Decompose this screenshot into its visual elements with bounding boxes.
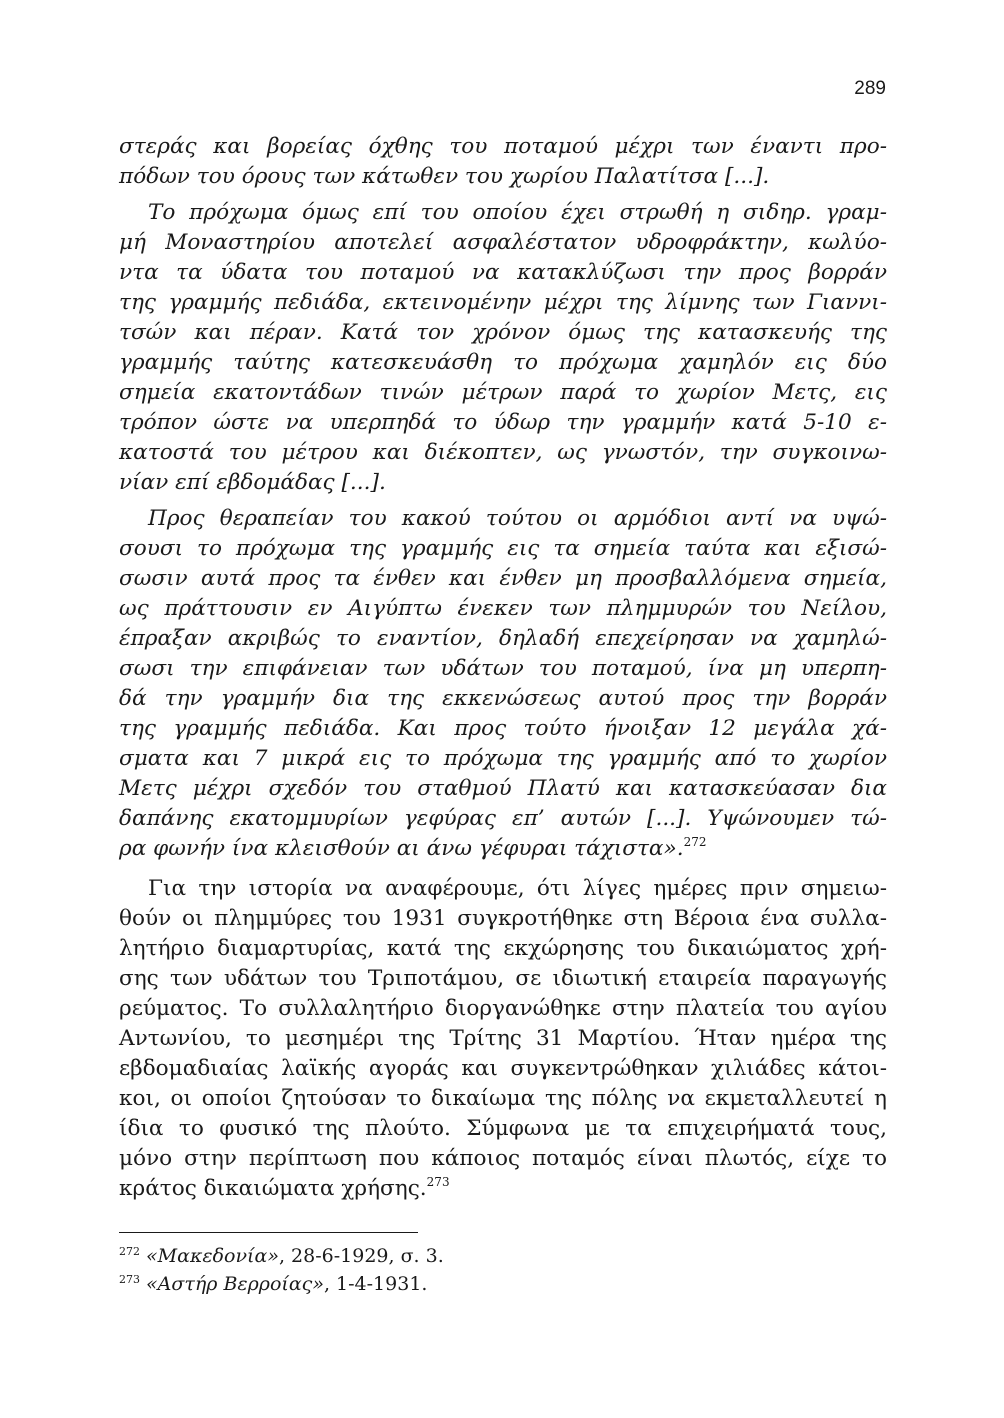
text-line: Για την ιστορία να αναφέρουμε, ότι λίγες ημέρες πριν σημειω- xyxy=(148,876,887,901)
text-line: κατοστά του μέτρου και διέκοπτεν, ως γνωστόν, την συγκοινω- xyxy=(119,440,887,465)
footnote-number: 273 xyxy=(119,1273,140,1286)
quote-paragraph-1 xyxy=(119,132,887,192)
text-line: σης των υδάτων του Τριποτάμου, σε ιδιωτική εταιρεία παραγωγής xyxy=(119,966,887,991)
text-line: σωσι την επιφάνειαν των υδάτων του ποταμού, ίνα μη υπερπη- xyxy=(119,656,887,681)
text-line: πόδων του όρους των κάτωθεν του χωρίου Παλατίτσα [...]. xyxy=(119,164,770,189)
text-line: γραμμής ταύτης κατεσκευάσθη το πρόχωμα χαμηλόν εις δύο xyxy=(119,350,887,375)
quote-paragraph-3 xyxy=(119,504,887,864)
footnote-source: «Αστήρ Βερροίας» xyxy=(146,1273,324,1295)
text-line: τρόπον ώστε να υπερπηδά το ύδωρ την γραμμήν κατά 5-10 ε- xyxy=(119,410,887,435)
footnote-details: , 28-6-1929, σ. 3. xyxy=(278,1245,444,1267)
footnote-details: , 1-4-1931. xyxy=(323,1273,428,1295)
text-line: μή Μοναστηρίου αποτελεί ασφαλέστατον υδροφράκτην, κωλύο- xyxy=(119,230,887,255)
text-line: Μετς μέχρι σχεδόν του σταθμού Πλατύ και κατασκεύασαν δια xyxy=(119,776,887,801)
footnote-reference[interactable]: 272 xyxy=(683,835,707,849)
text-line: δά την γραμμήν δια της εκκενώσεως αυτού προς την βορράν xyxy=(119,686,887,711)
text-line: της γραμμής πεδιάδα. Και προς τούτο ήνοιξαν 12 μεγάλα χά- xyxy=(119,716,887,741)
text-line: σουσι το πρόχωμα της γραμμής εις τα σημεία ταύτα και εξισώ- xyxy=(119,536,887,561)
footnote-number: 272 xyxy=(119,1245,140,1258)
text-line: της γραμμής πεδιάδα, εκτεινομένην μέχρι της λίμνης των Γιαννι- xyxy=(119,290,887,315)
text-line: ντα τα ύδατα του ποταμού να κατακλύζωσι την προς βορράν xyxy=(119,260,887,285)
text-line: σωσιν αυτά προς τα ένθεν και ένθεν μη προσβαλλόμενα σημεία, xyxy=(119,566,887,591)
quote-paragraph-2 xyxy=(119,198,887,498)
body-paragraph xyxy=(119,874,887,1204)
text-line: στεράς και βορείας όχθης του ποταμού μέχρι των έναντι προ- xyxy=(119,134,887,159)
text-line: σματα και 7 μικρά εις το πρόχωμα της γραμμής από το χωρίον xyxy=(119,746,887,771)
text-line: νίαν επί εβδομάδας [...]. xyxy=(119,470,386,495)
footnote-source: «Μακεδονία» xyxy=(146,1245,279,1267)
footnote-272 xyxy=(119,1244,444,1268)
text-line: έπραξαν ακριβώς το εναντίον, δηλαδή επεχείρησαν να χαμηλώ- xyxy=(119,626,887,651)
text-line: κοι, οι οποίοι ζητούσαν το δικαίωμα της πόλης να εκμεταλλευτεί η xyxy=(119,1086,887,1111)
text-line: λητήριο διαμαρτυρίας, κατά της εκχώρησης του δικαιώματος χρή- xyxy=(119,936,887,961)
text-line: ως πράττουσιν εν Αιγύπτω ένεκεν των πλημμυρών του Νείλου, xyxy=(119,596,887,621)
text-line: μόνο στην περίπτωση που κάποιος ποταμός είναι πλωτός, είχε το xyxy=(119,1146,887,1171)
text-line: ίδια το φυσικό της πλούτο. Σύμφωνα με τα επιχειρήματά τους, xyxy=(119,1116,887,1141)
text-line: θούν οι πλημμύρες του 1931 συγκροτήθηκε στη Βέροια ένα συλλα- xyxy=(119,906,887,931)
text-line: σημεία εκατοντάδων τινών μέτρων παρά το χωρίον Μετς, εις xyxy=(119,380,887,405)
text-line: Αντωνίου, το μεσημέρι της Τρίτης 31 Μαρτίου. Ήταν ημέρα της xyxy=(119,1026,887,1051)
text-line: τσών και πέραν. Κατά τον χρόνον όμως της κατασκευής της xyxy=(119,320,887,345)
footnote-reference[interactable]: 273 xyxy=(426,1175,450,1189)
text-line xyxy=(119,1174,887,1204)
footnote-273 xyxy=(119,1272,427,1296)
text-line xyxy=(119,834,887,864)
footnote-divider xyxy=(119,1232,418,1233)
text-line: δαπάνης εκατομμυρίων γεφύρας επ’ αυτών [...]. Υψώνουμεν τώ- xyxy=(119,806,887,831)
text-line: Το πρόχωμα όμως επί του οποίου έχει στρωθή η σιδηρ. γραμ- xyxy=(148,200,887,225)
text-line: εβδομαδιαίας λαϊκής αγοράς και συγκεντρώθηκαν χιλιάδες κάτοι- xyxy=(119,1056,887,1081)
page-number: 289 xyxy=(854,78,886,99)
text-line-content: ρα φωνήν ίνα κλεισθούν αι άνω γέφυραι τάχιστα». xyxy=(119,836,684,861)
text-line: ρεύματος. Το συλλαλητήριο διοργανώθηκε στην πλατεία του αγίου xyxy=(119,996,887,1021)
text-line: Προς θεραπείαν του κακού τούτου οι αρμόδιοι αντί να υψώ- xyxy=(148,506,887,531)
text-line-content: κράτος δικαιώματα χρήσης. xyxy=(119,1176,427,1201)
